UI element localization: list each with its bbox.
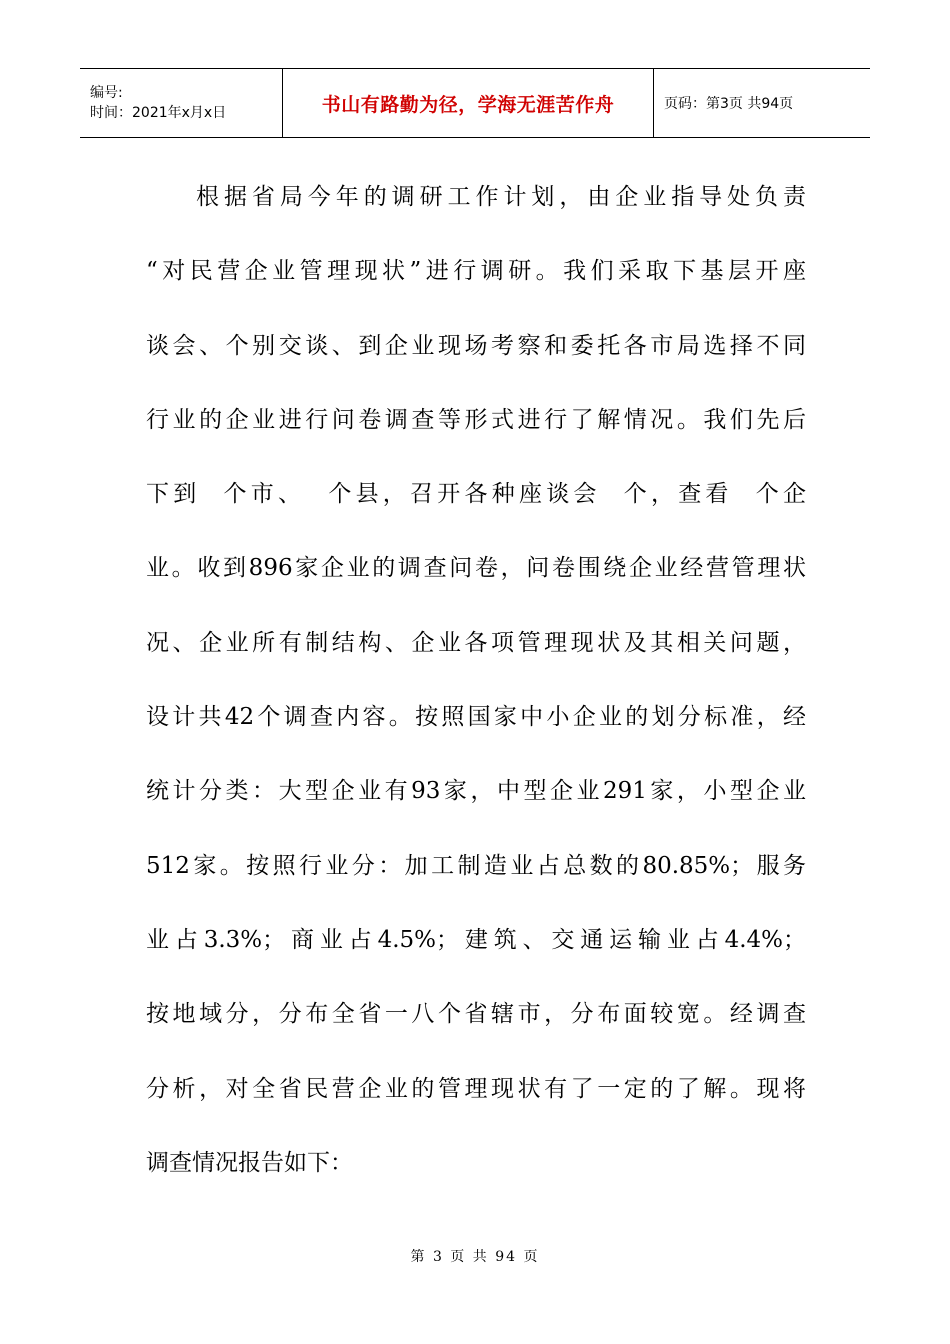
- header-page-number: 页码：第3页 共94页: [664, 96, 794, 112]
- document-time-label: 时间：2021年x月x日: [90, 105, 227, 121]
- body-line: 谈会、个别交谈、到企业现场考察和委托各市局选择不同: [146, 332, 806, 359]
- body-line: 调查情况报告如下：: [146, 1149, 353, 1176]
- page-header: [80, 68, 870, 138]
- body-line: 按地域分，分布全省一八个省辖市，分布面较宽。经调查: [146, 1001, 806, 1028]
- body-line: 况、企业所有制结构、企业各项管理现状及其相关问题，: [146, 629, 806, 656]
- body-line: 业。收到896家企业的调查问卷，问卷围绕企业经营管理状: [146, 555, 806, 582]
- body-line: 设计共42个调查内容。按照国家中小企业的划分标准，经: [146, 704, 806, 731]
- body-line: 统计分类：大型企业有93家，中型企业291家，小型企业: [146, 778, 806, 805]
- body-line: 行业的企业进行问卷调查等形式进行了解情况。我们先后: [146, 406, 806, 433]
- footer-page-number: 第 3 页 共 94 页: [410, 1249, 540, 1265]
- report-body: [146, 160, 806, 1200]
- body-line: 分析，对全省民营企业的管理现状有了一定的了解。现将: [146, 1075, 806, 1102]
- header-page-cell: [654, 69, 870, 137]
- body-line: 512家。按照行业分：加工制造业占总数的80.85%；服务: [146, 852, 806, 879]
- body-line: “对民营企业管理现状”进行调研。我们采取下基层开座: [146, 258, 806, 285]
- body-line: 业占3.3%；商业占4.5%；建筑、交通运输业占4.4%；: [146, 926, 806, 953]
- header-motto-cell: [282, 69, 654, 137]
- header-info-cell: [80, 69, 282, 137]
- page-footer: [0, 1246, 950, 1266]
- body-line: 根据省局今年的调研工作计划，由企业指导处负责: [196, 184, 806, 210]
- header-motto: 书山有路勤为径，学海无涯苦作舟: [321, 93, 615, 116]
- document-number-label: 编号:: [90, 85, 123, 101]
- body-line: 下到 个市、 个县，召开各种座谈会 个，查看 个企: [146, 481, 806, 508]
